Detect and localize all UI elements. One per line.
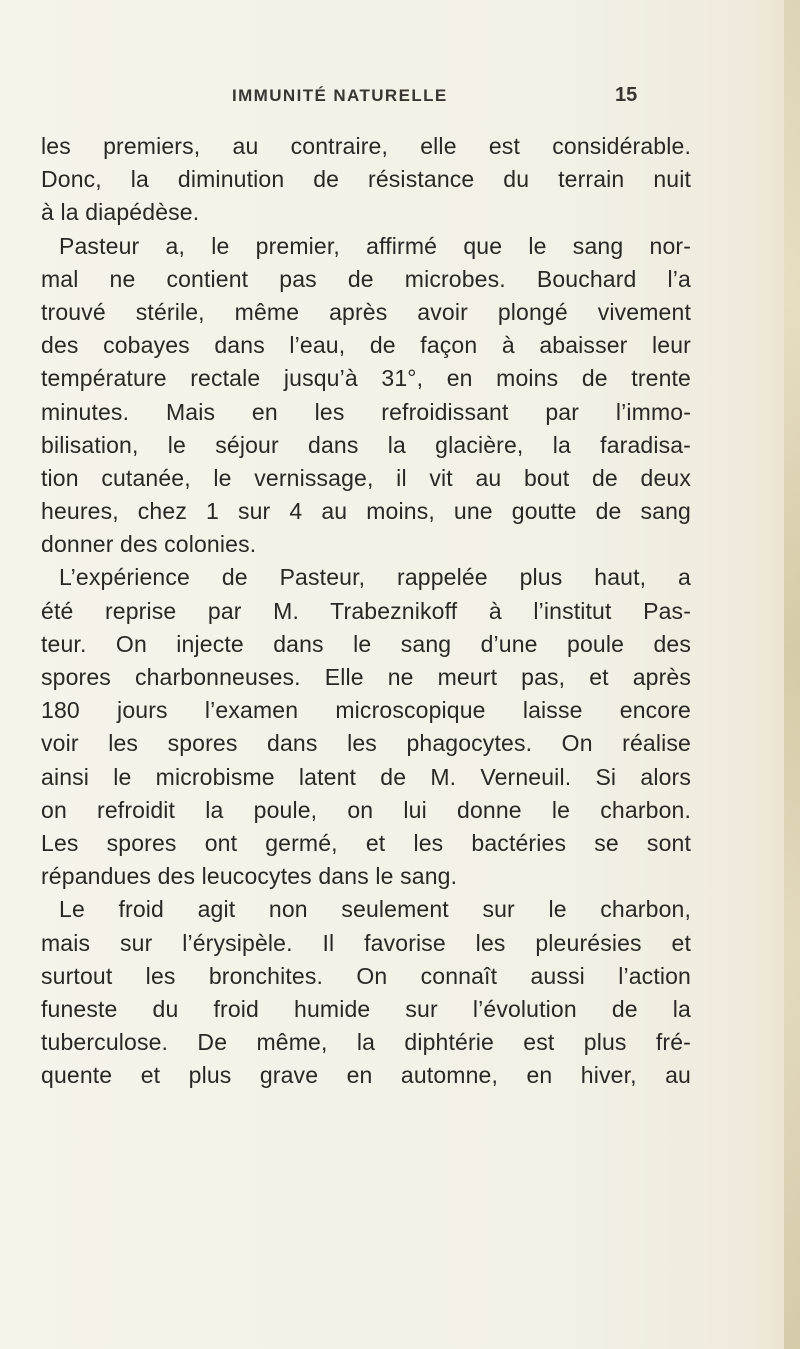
page-header: [0, 86, 800, 116]
text-line: température rectale jusqu’à 31°, en moins de trente: [41, 365, 691, 392]
text-line: heures, chez 1 sur 4 au moins, une goutte de sang: [41, 498, 691, 525]
text-line: Pasteur a, le premier, affirmé que le sang nor-: [59, 232, 691, 259]
text-line: des cobayes dans l’eau, de façon à abaisser leur: [41, 332, 691, 359]
text-line: voir les spores dans les phagocytes. On réalise: [41, 730, 691, 757]
text-line: été reprise par M. Trabeznikoff à l’institut Pas-: [41, 597, 691, 624]
text-line: Donc, la diminution de résistance du terrain nuit: [41, 166, 691, 193]
text-line: L’expérience de Pasteur, rappelée plus haut, a: [59, 564, 691, 591]
text-line: Les spores ont germé, et les bactéries se sont: [41, 829, 691, 856]
page-number: 15: [615, 84, 638, 106]
text-line: donner des colonies.: [41, 531, 257, 558]
text-line: ainsi le microbisme latent de M. Verneuil. Si alors: [41, 763, 691, 790]
text-line: minutes. Mais en les refroidissant par l’immo-: [41, 398, 691, 425]
text-line: trouvé stérile, même après avoir plongé vivement: [41, 298, 691, 325]
text-line: Le froid agit non seulement sur le charbon,: [59, 896, 691, 923]
text-line: bilisation, le séjour dans la glacière, la faradisa-: [41, 431, 691, 458]
text-line: à la diapédèse.: [41, 199, 200, 226]
text-line: spores charbonneuses. Elle ne meurt pas, et après: [41, 664, 691, 690]
text-line: mal ne contient pas de microbes. Bouchard l’a: [41, 265, 691, 292]
text-line: quente et plus grave en automne, en hiver, au: [41, 1062, 691, 1089]
text-line: tion cutanée, le vernissage, il vit au bout de deux: [41, 464, 691, 491]
text-line: on refroidit la poule, on lui donne le charbon.: [41, 796, 691, 823]
text-line: répandues des leucocytes dans le sang.: [41, 863, 458, 890]
text-line: tuberculose. De même, la diphtérie est plus fré-: [41, 1029, 691, 1056]
body-text: [41, 130, 691, 1092]
text-line: 180 jours l’examen microscopique laisse encore: [41, 697, 691, 724]
text-line: les premiers, au contraire, elle est considérable.: [41, 133, 691, 159]
text-line: teur. On injecte dans le sang d’une poule des: [41, 630, 691, 657]
text-line: surtout les bronchites. On connaît aussi l’action: [41, 962, 691, 989]
text-line: funeste du froid humide sur l’évolution de la: [41, 995, 691, 1022]
text-line: mais sur l’érysipèle. Il favorise les pleurésies et: [41, 929, 691, 956]
running-head: IMMUNITÉ NATURELLE: [232, 86, 448, 105]
page-edge-shadow: [784, 0, 800, 1349]
